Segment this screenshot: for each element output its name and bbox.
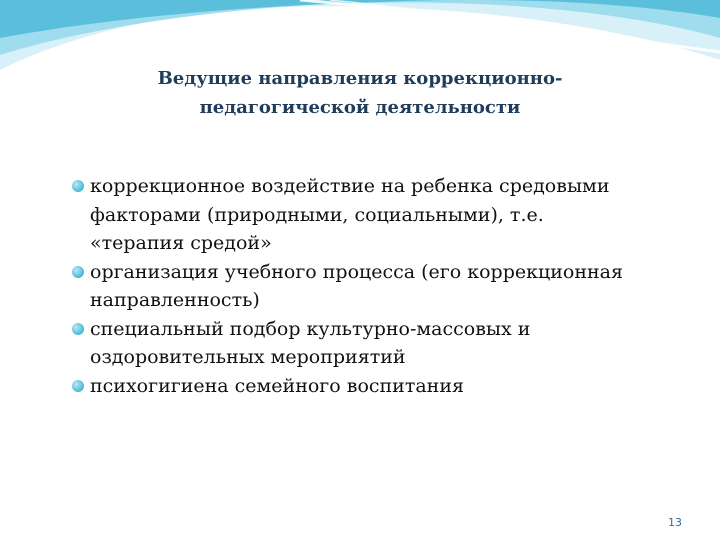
text-line: факторами (природными, социальными), т.е.	[90, 203, 544, 226]
bullet-icon	[72, 323, 84, 335]
text-line: специальный подбор культурно-массовых и	[90, 317, 531, 340]
text-line: организация учебного процесса (его коррекционная	[90, 260, 623, 283]
text-line: «терапия средой»	[90, 232, 272, 254]
bullet-icon	[72, 380, 84, 392]
text-line: психогигиена семейного воспитания	[90, 374, 464, 397]
list-item-text	[90, 258, 692, 315]
text-line: направленность)	[90, 289, 260, 311]
list-item	[72, 372, 692, 401]
list-item	[72, 258, 692, 315]
slide-title	[60, 64, 660, 122]
bullet-icon	[72, 266, 84, 278]
slide-title-line: педагогической деятельности	[199, 97, 521, 118]
text-line: оздоровительных мероприятий	[90, 346, 406, 368]
list-item-text	[90, 172, 692, 258]
list-item-text	[90, 315, 692, 372]
page-number: 13	[668, 516, 682, 529]
list-item	[72, 172, 692, 258]
bullet-list	[72, 172, 692, 400]
list-item-text	[90, 372, 692, 401]
list-item	[72, 315, 692, 372]
slide-title-line: Ведущие направления коррекционно-	[157, 68, 563, 89]
bullet-icon	[72, 180, 84, 192]
text-line: коррекционное воздействие на ребенка средовыми	[90, 175, 610, 197]
